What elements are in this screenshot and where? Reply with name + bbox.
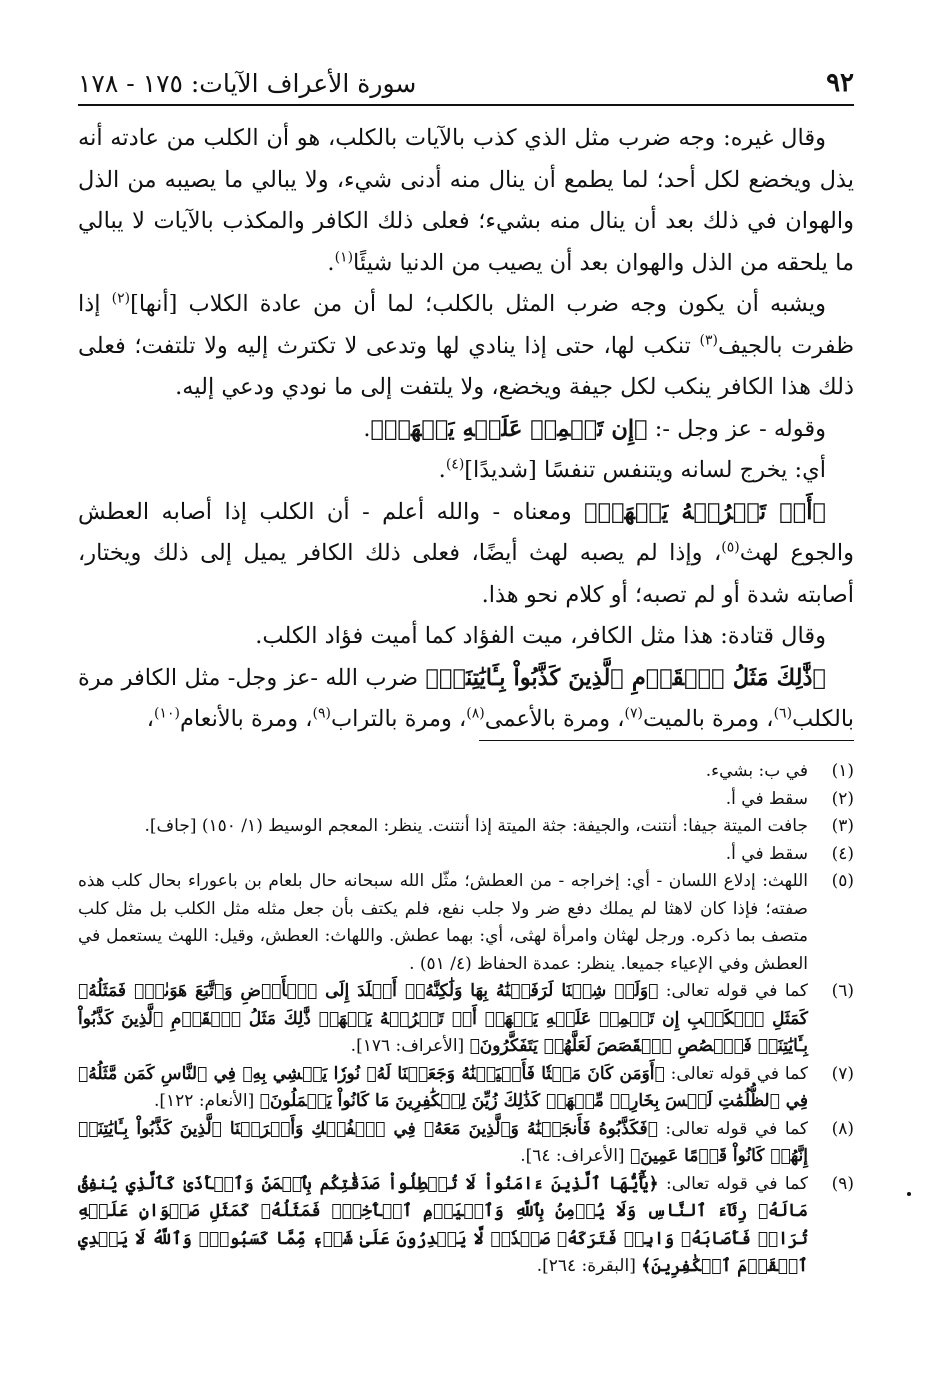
footnote-intro: كما في قوله تعالى: <box>657 1118 808 1139</box>
footnote-number: (١) <box>831 761 854 781</box>
paragraph-text: وقال قتادة: هذا مثل الكافر، ميت الفؤاد كما أميت فؤاد الكلب. <box>255 623 826 649</box>
paragraph <box>78 118 854 284</box>
footnote <box>78 786 854 814</box>
footnote-intro: كما في قوله تعالى: <box>664 1063 809 1084</box>
footnote-ref: (٧) <box>624 705 644 722</box>
quran-verse: ﴿إِن تَحۡمِلۡ عَلَيۡهِ يَلۡهَثۡ﴾ <box>370 415 648 442</box>
footnote-ref: (٤) <box>445 456 465 473</box>
paragraph-text: . <box>438 457 446 483</box>
footnote-text <box>78 978 808 1061</box>
paragraph <box>78 658 854 741</box>
footnote-number: (٢) <box>831 788 854 809</box>
footnote-ref: (١٠) <box>153 705 180 722</box>
verse-reference: [الأعراف: ١٧٦]. <box>350 1036 470 1056</box>
footnote-text: اللهث: إدلاع اللسان - أي: إخراجه - من العطش؛ مثّل الله سبحانه حال بلعام بن باعوراء بحال كلب هذه صفته؛ فإذا كان لاهثا لم يملك دفع ضر ولا جلب نفع، فلم يكتف بأن جعل مثله مثل الكلب بل مثل كلب متصف بما ذكره. ورجل لهثان وامرأة لهثى، أي: بهما عطش. واللهاث: العطش، وقيل: اللهث يستعمل في العطش وفي الإعياء جميعا. ينظر: عمدة الحفاظ (٤/ ٥١) . <box>78 871 808 974</box>
footnote <box>78 813 854 841</box>
footnote-divider <box>479 740 854 741</box>
footnote-ref: (٦) <box>773 705 793 722</box>
footnote <box>78 841 854 869</box>
footnote <box>78 1171 854 1281</box>
paragraph-text: ومعناه - والله أعلم - أن الكلب إذا أصابه العطش والجوع لهث <box>78 498 854 566</box>
footnote-number: (٧) <box>831 1063 854 1084</box>
paragraph-text: ، ومرة بالميت <box>643 706 774 732</box>
paragraph-text: . <box>327 249 335 276</box>
verse-reference: [الأعراف: ٦٤]. <box>520 1146 630 1166</box>
footnote-text: سقط في أ. <box>725 788 808 809</box>
paragraph <box>78 450 854 492</box>
page-header <box>78 58 854 106</box>
paragraph <box>78 284 854 409</box>
paragraph-text: أي: يخرج لسانه ويتنفس تنفسًا [شديدًا] <box>464 457 826 483</box>
footnote-intro: كما في قوله تعالى: <box>658 1173 809 1194</box>
verse-reference: [الأنعام: ١٢٢]. <box>153 1091 260 1111</box>
paragraph-text: ، ومرة بالأعمى <box>484 706 625 732</box>
footnote-number: (٦) <box>831 981 854 1001</box>
footnote-number: (٨) <box>831 1118 854 1139</box>
quran-verse: ﴿أَوَمَن كَانَ مَيۡتٗا فَأَحۡيَيۡنَٰهُ وَجَعَلۡنَا لَهُۥ نُورٗا يَمۡشِي بِهِۦ فِي ٱلنَّاسِ كَمَن مَّثَلُهُۥ فِي ٱلظُّلُمَٰتِ لَيۡسَ بِخَارِجٖ مِّنۡهَاۚ كَذَٰلِكَ زُيِّنَ لِلۡكَٰفِرِينَ مَا كَانُواْ يَعۡمَلُونَ﴾ <box>78 1063 808 1111</box>
paragraph-text: ، ومرة بالتراب <box>330 706 467 732</box>
footnote-ref: (١) <box>334 249 354 265</box>
paragraph <box>78 409 854 451</box>
footnotes <box>78 758 854 1281</box>
footnote-text <box>78 1171 808 1281</box>
footnote <box>78 978 854 1061</box>
footnote-intro: كما في قوله تعالى: <box>658 981 808 1001</box>
paragraph-text: . <box>363 415 371 442</box>
paragraph-text: إذا ظفرت بالجيف <box>78 291 854 359</box>
footnote-number: (٤) <box>831 843 854 864</box>
main-text <box>78 118 854 741</box>
footnote-ref: (٨) <box>466 705 485 722</box>
paragraph-text: ، وإذا لم يصبه لهث أيضًا، فعلى ذلك الكافر يميل إلى ذلك ويختار، أصابته شدة أو لم تصبه؛ أو كلام نحو هذا. <box>78 540 854 608</box>
footnote-number: (٣) <box>831 816 854 836</box>
footnote-number: (٥) <box>831 871 854 891</box>
paragraph-text: تنكب لها، حتى إذا ينادي لها وتدعى لا تكترث إليه ولا تلتفت؛ فعلى ذلك هذا الكافر ينكب لكل جيفة ويخضع، ولا يلتفت إلى ما نودي ودعي إليه. <box>78 332 854 400</box>
running-title: سورة الأعراف الآيات: ١٧٥ - ١٧٨ <box>78 69 417 98</box>
footnote-ref: (٥) <box>721 539 740 556</box>
paragraph-text: ضرب الله -عز وجل- مثل الكافر مرة بالكلب <box>78 664 854 732</box>
footnote <box>78 758 854 786</box>
footnote-ref: (٢) <box>111 290 131 307</box>
paragraph <box>78 492 854 617</box>
quran-verse: ﴿وَلَوۡ شِئۡنَا لَرَفَعۡنَٰهُ بِهَا وَلَٰكِنَّهُۥٓ أَخۡلَدَ إِلَى ٱلۡأَرۡضِ وَٱتَّبَعَ هَوَىٰهُۚ فَمَثَلُهُۥ كَمَثَلِ ٱلۡكَلۡبِ إِن تَحۡمِلۡ عَلَيۡهِ يَلۡهَثۡ أَوۡ تَتۡرُكۡهُ يَلۡهَثۚ ذَّٰلِكَ مَثَلُ ٱلۡقَوۡمِ ٱلَّذِينَ كَذَّبُواْ بِـَٔايَٰتِنَاۚ فَٱقۡصُصِ ٱلۡقَصَصَ لَعَلَّهُمۡ يَتَفَكَّرُونَ﴾ <box>78 981 808 1056</box>
footnote <box>78 1116 854 1171</box>
footnote-text <box>78 1116 808 1171</box>
footnote-text: في ب: بشيء. <box>705 761 808 781</box>
paragraph-text: وقوله - عز وجل -: <box>647 415 826 442</box>
footnote-number: (٩) <box>831 1173 854 1194</box>
footnote-text: سقط في أ. <box>725 843 808 864</box>
paragraph-text: ، ومرة بالأنعام <box>179 706 313 732</box>
print-speck <box>907 1192 911 1196</box>
footnote <box>78 868 854 978</box>
footnote-ref: (٣) <box>699 332 718 348</box>
footnote-ref: (٩) <box>312 705 331 722</box>
footnote-text <box>78 1061 808 1116</box>
quran-verse: ﴿أَوۡ تَتۡرُكۡهُ يَلۡهَثۚ﴾ <box>584 498 826 525</box>
paragraph-text: ، <box>146 706 154 732</box>
paragraph <box>78 616 854 658</box>
quran-verse: ﴿يَٰٓأَيُّهَا ٱلَّذِينَ ءَامَنُواْ لَا تُبۡطِلُواْ صَدَقَٰتِكُم بِٱلۡمَنِّ وَٱلۡأَذَىٰ كَٱلَّذِي يُنفِقُ مَالَهُۥ رِئَآءَ ٱلنَّاسِ وَلَا يُؤۡمِنُ بِٱللَّهِ وَٱلۡيَوۡمِ ٱلۡأٓخِرِۖ فَمَثَلُهُۥ كَمَثَلِ صَفۡوَانٍ عَلَيۡهِ تُرَابٞ فَأَصَابَهُۥ وَابِلٞ فَتَرَكَهُۥ صَلۡدٗاۖ لَّا يَقۡدِرُونَ عَلَىٰ شَيۡءٖ مِّمَّا كَسَبُواْۗ وَٱللَّهُ لَا يَهۡدِي ٱلۡقَوۡمَ ٱلۡكَٰفِرِينَ﴾ <box>78 1173 808 1276</box>
quran-verse: ﴿فَكَذَّبُوهُ فَأَنجَيۡنَٰهُ وَٱلَّذِينَ مَعَهُۥ فِي ٱلۡفُلۡكِ وَأَغۡرَقۡنَا ٱلَّذِينَ كَذَّبُواْ بِـَٔايَٰتِنَآۚ إِنَّهُمۡ كَانُواْ قَوۡمًا عَمِينَ﴾ <box>78 1118 808 1166</box>
footnote <box>78 1061 854 1116</box>
page-number: ٩٢ <box>826 68 854 98</box>
footnote-text: جافت الميتة جيفا: أنتنت، والجيفة: جثة الميتة إذا أنتنت. ينظر: المعجم الوسيط (١/ ١٥٠) [جاف]. <box>144 816 808 836</box>
paragraph-text: وقال غيره: وجه ضرب مثل الذي كذب بالآيات بالكلب، هو أن الكلب من عادته أنه يذل ويخضع لكل أحد؛ لما يطمع أن ينال منه أدنى شيء، ولا يبالي ما يصيبه من الذل والهوان في ذلك بعد أن ينال منه بشيء؛ فعلى ذلك الكافر والمكذب بالآيات لا يبالي ما يلحقه من الذل والهوان بعد أن يصيب من الدنيا شيئًا <box>78 125 854 276</box>
quran-verse: ﴿ذَّٰلِكَ مَثَلُ ٱلۡقَوۡمِ ٱلَّذِينَ كَذَّبُواْ بِـَٔايَٰتِنَاۚ﴾ <box>425 664 826 691</box>
paragraph-text: ويشبه أن يكون وجه ضرب المثل بالكلب؛ لما أن من عادة الكلاب [أنها] <box>130 291 826 317</box>
verse-reference: [البقرة: ٢٦٤]. <box>536 1256 642 1276</box>
